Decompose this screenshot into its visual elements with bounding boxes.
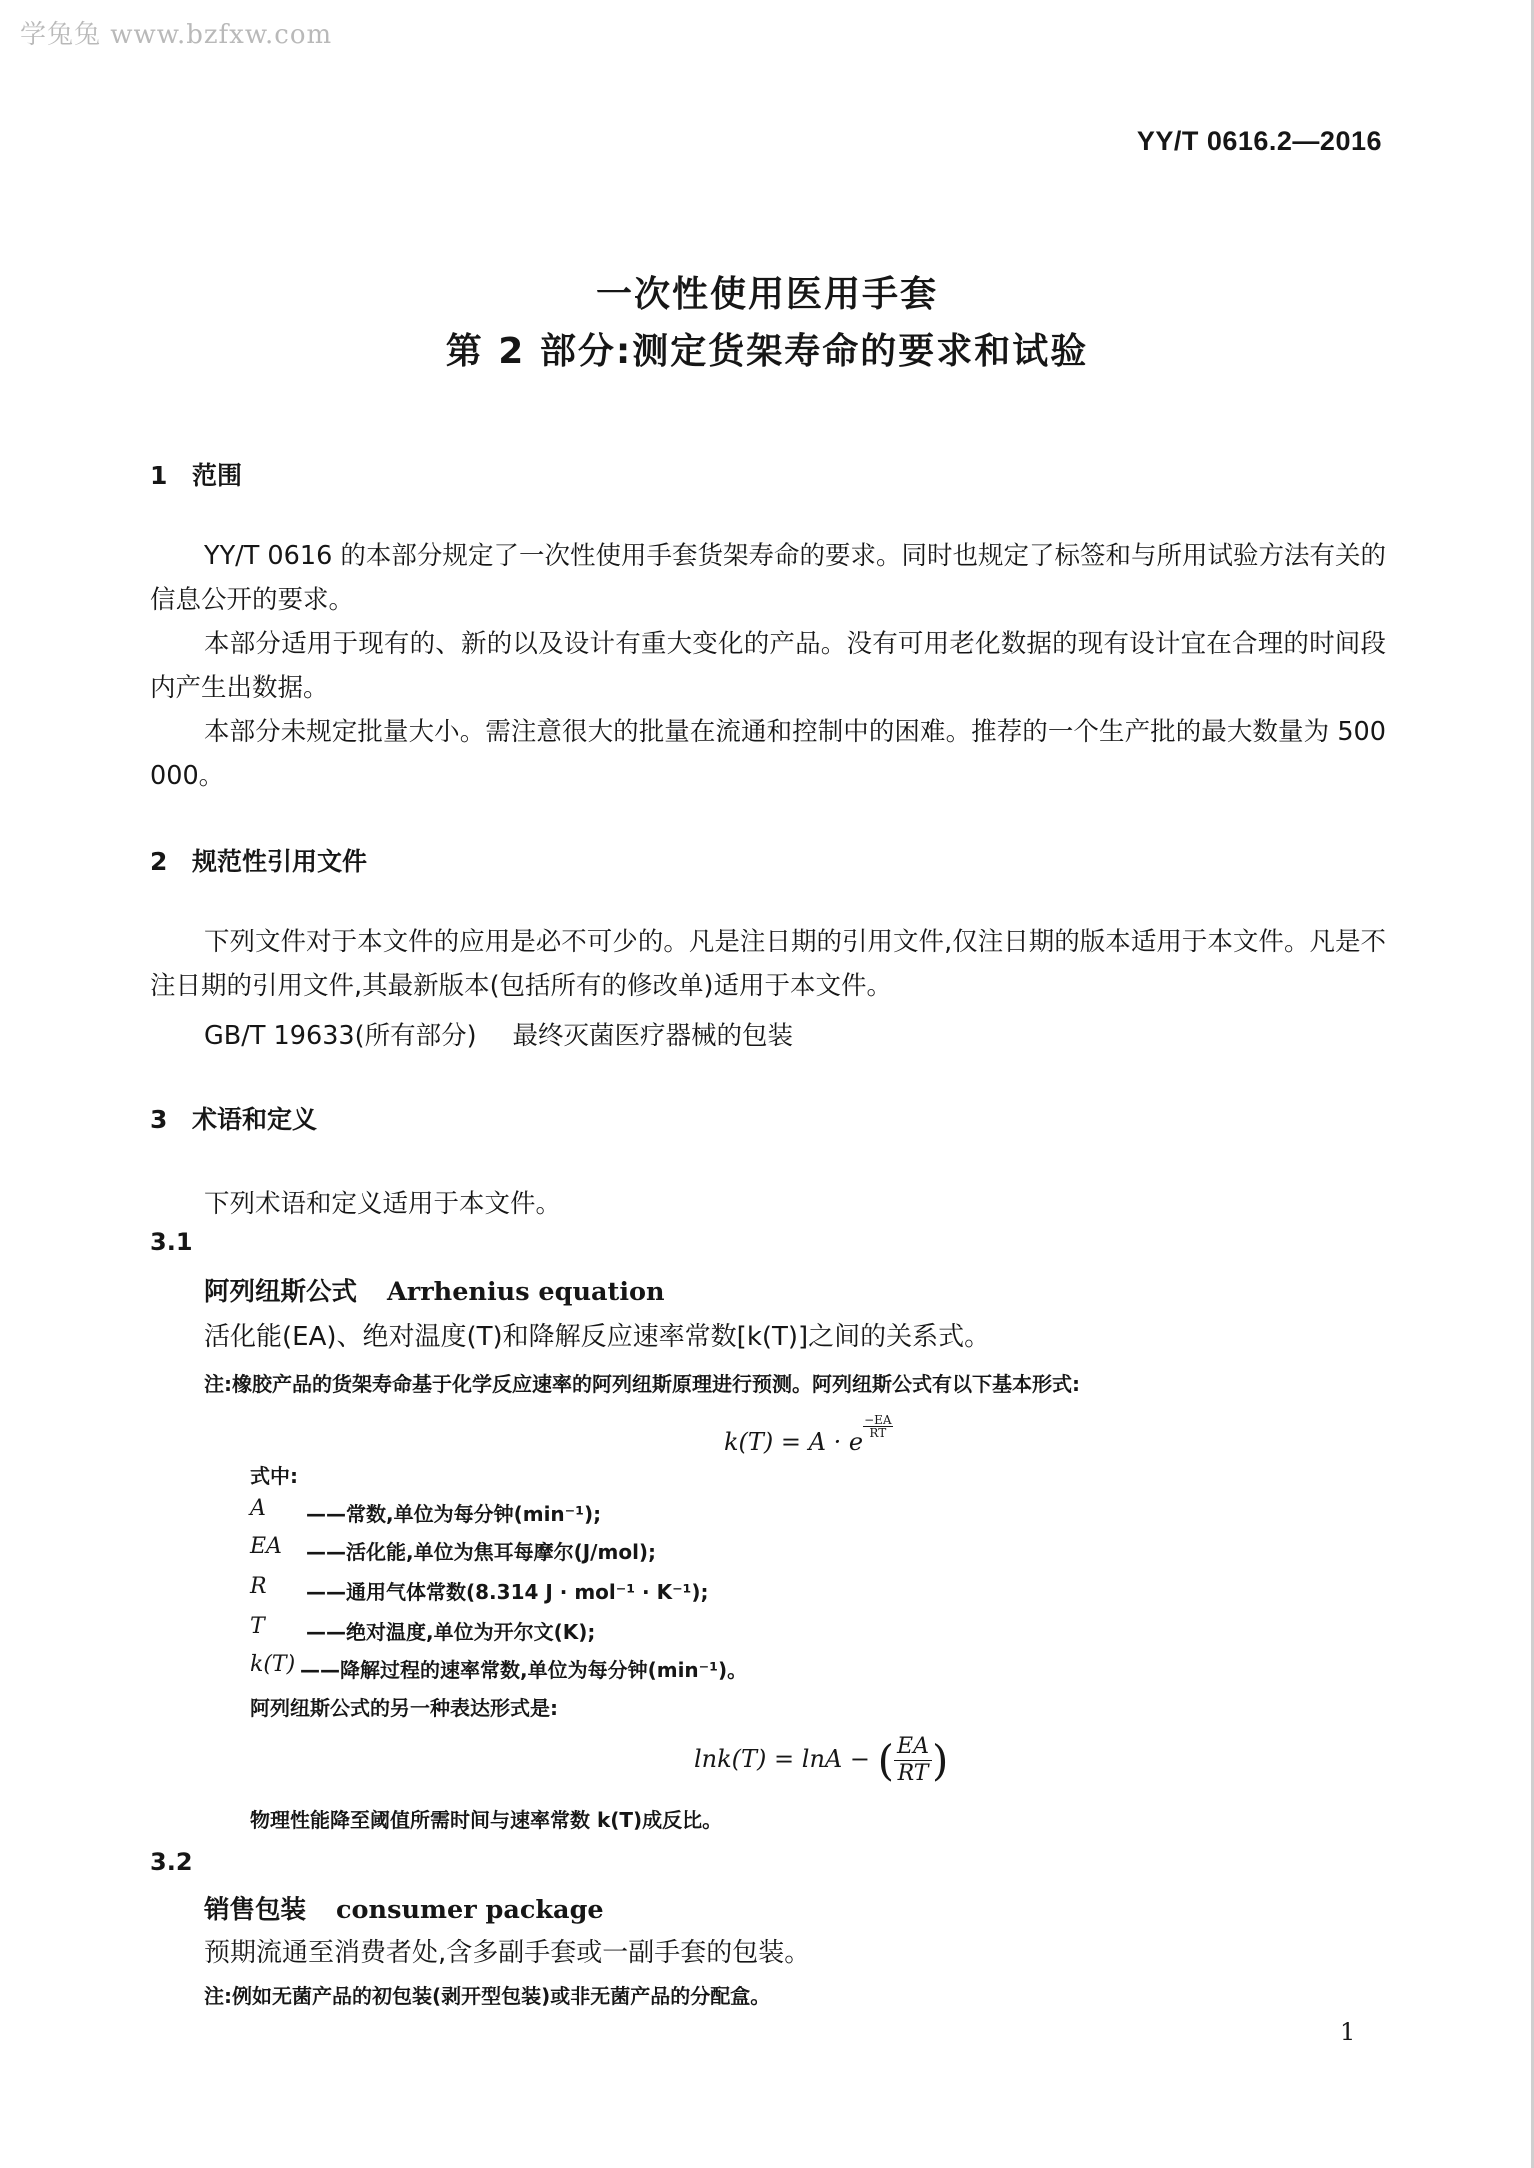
- section-number: 2: [150, 847, 168, 876]
- clause-number: 3.2: [150, 1848, 193, 1876]
- document-title: 一次性使用医用手套: [595, 274, 938, 315]
- term-english: Arrhenius equation: [387, 1277, 665, 1307]
- term: [204, 1272, 665, 1308]
- section-title: 术语和定义: [192, 1105, 318, 1134]
- definition: 预期流通至消费者处,含多副手套或一副手套的包装。: [204, 1938, 811, 1968]
- arrhenius-formula: [724, 1414, 893, 1456]
- note: 注:例如无菌产品的初包装(剥开型包装)或非无菌产品的分配盒。: [204, 1984, 771, 2008]
- formula-fraction: [894, 1734, 932, 1787]
- watermark: 学兔兔 www.bzfxw.com: [20, 20, 333, 50]
- section-1-heading: [150, 456, 242, 492]
- fraction-numerator: EA: [894, 1734, 932, 1761]
- conclusion: 物理性能降至阈值所需时间与速率常数 k(T)成反比。: [250, 1808, 723, 1832]
- section-2-heading: [150, 842, 367, 878]
- symbol-description: ——通用气体常数(8.314 J · mol⁻¹ · K⁻¹);: [306, 1580, 709, 1604]
- formula-lhs: k(T) = A · e: [724, 1428, 864, 1456]
- arrhenius-log-formula: lnk(T) = lnA − ( $\frac{EA}{RT}$): [694, 1734, 949, 1786]
- symbol: R: [250, 1574, 267, 1599]
- symbol: k(T): [250, 1652, 296, 1677]
- alt-form-label: 阿列纽斯公式的另一种表达形式是:: [250, 1696, 558, 1720]
- symbol: EA: [250, 1534, 282, 1559]
- paragraph: 下列术语和定义适用于本文件。: [204, 1189, 562, 1219]
- term: [204, 1890, 604, 1926]
- paragraph: 本部分适用于现有的、新的以及设计有重大变化的产品。没有可用老化数据的现有设计宜在合理的时间段内产生出数据。: [150, 629, 1386, 703]
- section-title: 范围: [192, 461, 243, 490]
- symbol-description: ——活化能,单位为焦耳每摩尔(J/mol);: [306, 1540, 657, 1564]
- symbol-description: ——常数,单位为每分钟(min⁻¹);: [306, 1502, 602, 1526]
- paragraph: 本部分未规定批量大小。需注意很大的批量在流通和控制中的困难。推荐的一个生产批的最大数量为 500 000。: [150, 717, 1386, 791]
- section-3-heading: [150, 1100, 317, 1136]
- exponent-denominator: RT: [869, 1426, 887, 1440]
- symbol-description: ——绝对温度,单位为开尔文(K);: [306, 1620, 596, 1644]
- clause-number: 3.1: [150, 1228, 193, 1256]
- fraction-denominator: RT: [897, 1761, 929, 1786]
- symbol-description: ——降解过程的速率常数,单位为每分钟(min⁻¹)。: [300, 1658, 748, 1682]
- formula-exponent: [863, 1414, 892, 1439]
- formula-lhs: lnk(T) = lnA −: [694, 1745, 870, 1773]
- reference-code: GB/T 19633(所有部分): [204, 1021, 477, 1051]
- section-number: 1: [150, 461, 168, 490]
- term-chinese: 阿列纽斯公式: [204, 1277, 358, 1307]
- symbol: T: [250, 1614, 265, 1639]
- symbol: A: [250, 1496, 266, 1521]
- term-english: consumer package: [336, 1895, 604, 1925]
- exponent-numerator: −EA: [864, 1413, 892, 1427]
- document-subtitle: 第 2 部分:测定货架寿命的要求和试验: [445, 331, 1089, 372]
- paragraph: YY/T 0616 的本部分规定了一次性使用手套货架寿命的要求。同时也规定了标签和与所用试验方法有关的信息公开的要求。: [150, 541, 1386, 615]
- where-label: 式中:: [250, 1464, 298, 1488]
- page-number: 1: [1340, 2018, 1356, 2046]
- reference-title: 最终灭菌医疗器械的包装: [512, 1021, 794, 1051]
- section-number: 3: [150, 1105, 168, 1134]
- normative-reference: [204, 1016, 793, 1052]
- paragraph: 下列文件对于本文件的应用是必不可少的。凡是注日期的引用文件,仅注日期的版本适用于本文件。凡是不注日期的引用文件,其最新版本(包括所有的修改单)适用于本文件。: [150, 927, 1386, 1001]
- note: 注:橡胶产品的货架寿命基于化学反应速率的阿列纽斯原理进行预测。阿列纽斯公式有以下基本形式:: [204, 1372, 1080, 1396]
- standard-number: YY/T 0616.2—2016: [1136, 126, 1382, 156]
- term-chinese: 销售包装: [204, 1895, 307, 1925]
- section-title: 规范性引用文件: [192, 847, 368, 876]
- definition: 活化能(EA)、绝对温度(T)和降解反应速率常数[k(T)]之间的关系式。: [204, 1322, 991, 1352]
